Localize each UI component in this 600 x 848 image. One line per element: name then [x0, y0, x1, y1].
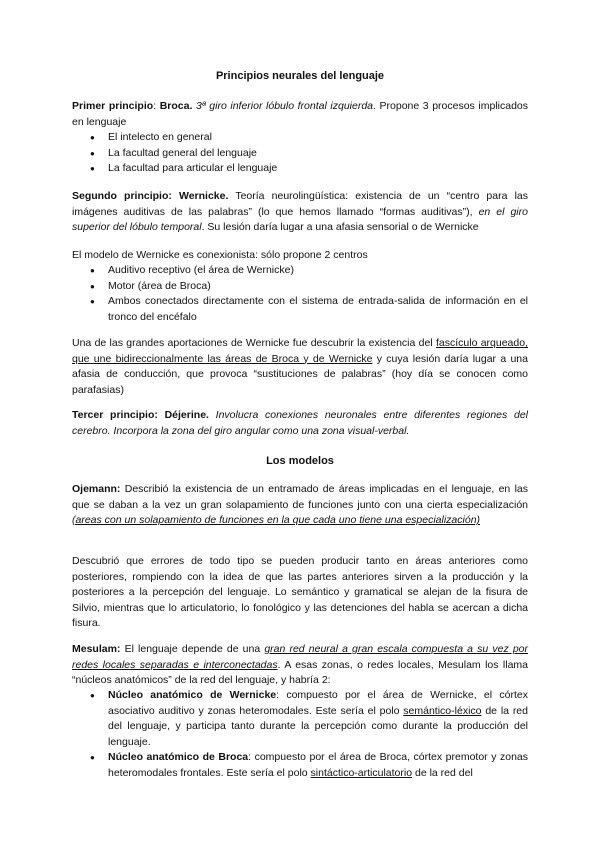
list-item: ● Ambos conectados directamente con el sistema de entrada-salida de información en el tronco del encéfalo	[72, 294, 528, 325]
segundo-principio-label: Segundo principio: Wernicke.	[72, 190, 229, 202]
tercer-principio-label: Tercer principio: Déjerine.	[72, 409, 209, 421]
list-item: ● Motor (área de Broca)	[72, 279, 528, 295]
paragraph-ojemann	[72, 482, 528, 529]
colon: :	[153, 100, 160, 112]
list-item	[72, 750, 528, 781]
page-title: Principios neurales del lenguaje	[215, 70, 385, 82]
mesulam-highlight: gran red neural a gran escala compuesta a su vez por redes locales separadas e interconectadas	[72, 643, 528, 671]
ojemann-text: Describió la existencia de un entramado de áreas implicadas en el lenguaje, en las que se daban a la vez un gran solapamiento de funciones junto con una cierta especialización	[72, 483, 528, 511]
nucleus-text: : compuesto por el área de Broca, córtex premotor y zonas heteromodales frontales. Este sería el polo	[108, 751, 529, 779]
primer-principio-label: Primer principio	[72, 100, 154, 112]
section-title-modelos: Los modelos	[266, 455, 334, 467]
fasciculo-text: Una de las grandes aportaciones de Wernicke fue descubrir la existencia del	[72, 337, 436, 349]
segundo-principio-text-end: . Su lesión daría lugar a una afasia sensorial o de Wernicke	[201, 221, 479, 233]
mesulam-label: Mesulam:	[72, 643, 121, 655]
paragraph-mesulam	[72, 642, 528, 689]
nucleus-title: Núcleo anatómico de Wernicke	[108, 689, 277, 701]
paragraph-fasciculo	[72, 336, 528, 398]
list-item: ● Auditivo receptivo (el área de Wernicke)	[72, 263, 528, 279]
mesulam-nuclei-list	[72, 688, 528, 781]
paragraph-primer-principio	[72, 99, 528, 130]
fasciculo-text-end: y cuya lesión daría lugar a una afasia de conducción, que provoca “sustituciones de palabras” (hoy día se conocen como parafasias)	[72, 352, 528, 396]
model-centers-list	[72, 263, 528, 325]
broca-location: 3ª giro inferior lóbulo frontal izquierda	[195, 100, 374, 112]
nucleus-text: : compuesto por el área de Wernicke, el córtex asociativo auditivo y zonas heteromodales. Este sería el polo	[108, 689, 528, 717]
list-item: ● La facultad general del lenguaje	[72, 146, 528, 162]
ojemann-label: Ojemann:	[72, 483, 121, 495]
tercer-principio-text: Involucra conexiones neuronales entre diferentes regiones del cerebro. Incorpora la zona del giro angular como una zona visual-verbal.	[72, 409, 529, 437]
nucleus-pole: semántico-léxico	[403, 704, 482, 717]
mesulam-text-end: . A esas zonas, o redes locales, Mesulam los llama “núcleos anatómicos” de la red del lenguaje, y habría 2:	[72, 658, 529, 686]
mesulam-text: El lenguaje depende de una	[120, 643, 265, 655]
broca-name: Broca.	[159, 100, 193, 112]
wernicke-location: en el giro superior del lóbulo temporal	[72, 205, 528, 233]
model-intro: El modelo de Wernicke es conexionista: sólo propone 2 centros	[72, 249, 368, 261]
paragraph-tercer-principio	[72, 408, 528, 439]
paragraph-segundo-principio	[72, 189, 528, 236]
list-item: ● El intelecto en general	[72, 130, 528, 146]
ojemann-parenthetical: (areas con un solapamiento de funciones en la que cada uno tiene una especialización)	[72, 514, 481, 526]
list-item: ● La facultad para articular el lenguaje	[72, 161, 528, 177]
nucleus-title: Núcleo anatómico de Broca	[108, 751, 249, 763]
paragraph-errores: Descubrió que errores de todo tipo se pueden producir tanto en áreas anteriores como posteriores, rompiendo con la idea de que las partes anteriores sirven a la producción y la posteriores a la percepción del lenguaje. Lo semántico y gramatical se alejan de la fisura de Silvio, mientras que lo articulatorio, lo fonológico y las detenciones del habla se acercan a dicha fisura.	[72, 555, 528, 629]
broca-process-list	[72, 130, 528, 177]
nucleus-pole: sintáctico-articulatorio	[310, 766, 413, 779]
fasciculo-highlight: fascículo arqueado, que une bidireccionalmente las áreas de Broca y de Wernicke	[72, 337, 528, 365]
nucleus-text-end: de la red del	[412, 766, 473, 779]
primer-principio-text: . Propone 3 procesos implicados en lenguaje	[72, 100, 528, 128]
nucleus-text-end: de la red del lenguaje, y participa tanto durante la percepción como durante la producción del lenguaje.	[108, 704, 528, 748]
list-item	[72, 688, 528, 750]
segundo-principio-text: Teoría neurolingüística: existencia de un “centro para las imágenes auditivas de las palabras” (lo que hemos llamado “formas auditivas”),	[72, 190, 528, 218]
